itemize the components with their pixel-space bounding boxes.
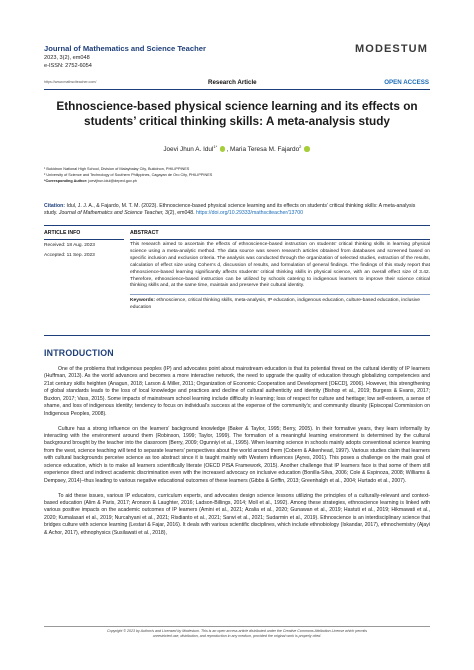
paragraph: Culture has a strong influence on the learners’ background knowledge (Baker & Taylor, 1995; Berry, 2005). In their formative years, they learn informally by interacting with the environment around them (Robinson, 1999; Taylor, 1999). The formation of a meaningful learning environment is determined by the cultural background brought by the teacher into the classroom (Berry, 2009; Ogunniyi et al., 1995). When learning science in schools mainly adopts conventional science learning from the west, science teaching will tend to separate learners’ perspectives about the world around them (Cobern & Aikenhead, 1997). Various studies claim that learners with cultural backgrounds perceive science as too abstract since it is taught mainly with Western influences (Ayres, 2001). This poses a challenge on the main goal of science education, which is to make all learners scientifically literate (OECD PISA Framework, 2015). Another challenge that IP learners face is that some of them still experience direct and indirect academic discrimination even with the increased advocacy on inclusive education (Bonilla-Silva, 2006; Cole & Espinoza, 2008; Williams & Dempsey, 2014)–thus leading to various negative educational outcomes of these learners (Gibbs & Griffin, 2013; Greenhalgh et al., 2004; Hurtado et al., 2007). [44,425,430,484]
journal-title: Journal of Mathematics and Science Teacher [44,44,206,53]
affiliations [44,166,430,185]
copyright-line: unrestricted use, distribution, and reproduction in any medium, provided the original work is properly cited. [152,634,322,638]
author-name: Maria Teresa M. Fajardo [230,146,300,154]
author-list [44,144,430,153]
affiliation: ¹ Bukidnon National High School, Division of Malaybalay City, Bukidnon, PHILIPPINES [44,167,190,171]
publisher-logo: MODESTUM [355,43,428,55]
keywords [130,294,430,312]
author-affiliation-mark: 1* [213,144,218,149]
volume-line: 2023, 3(2), em048 [44,55,90,61]
article-info-column [44,226,124,335]
copyright-footer [44,629,430,639]
article-dates [44,240,124,261]
corresponding-label: *Corresponding Author: [44,179,88,184]
open-access-badge: OPEN ACCESS [384,79,429,86]
header-divider [44,89,430,90]
orcid-icon[interactable] [304,146,310,152]
citation-volume: 3(2), em048. [165,210,195,217]
footer-divider [44,626,430,627]
author-name: Joevi Jhun A. Idul [163,146,214,154]
author-separator: , [226,146,229,154]
body-text [44,366,430,545]
keywords-label: Keywords: [130,298,156,304]
corresponding-email[interactable]: joevijhun.idul@deped.gov.ph [88,179,137,184]
citation-text: Idul, J. J. A., & Fajardo, M. T. M. (2023). Ethnoscience-based physical science learning and its effects on students’ critical thinking skills: A meta-analysis study. [44,203,416,217]
doi-link[interactable]: https://doi.org/10.29333/mathsciteacher/13700 [196,210,304,217]
received-date: Received: 18 Aug. 2023 [44,243,95,248]
abstract-column [130,226,430,335]
paragraph: To aid these issues, various IP educators, curriculum experts, and advocates design science lessons utilizing the principles of a culturally-relevant and context-based education (Alim & Paris, 2017; Aronson & Laughter, 2016; Ladson-Billings, 2014; Moll et al., 1992). Among these strategies, ethnoscience learning is linked with various positive impacts on the academic outcomes of IP learners (Amini et al., 2021; Azalia et al., 2020; Gunawan et al., 2019; Hastuti et al., 2019; Hikmawati et al., 2020; Kumalasari et al., 2019; Nurcahyani et al., 2021; Risdianto et al., 2021; Sarwi et al., 2021; Sudarmin et al., 2019). Ethnoscience is an interdisciplinary science that bridges culture with science learning (Lestari & Fajar, 2016). It deals with various scientific disciplines, which include ethnobiology (Iskandar, 2017), ethnochemistry (Ajayi & Achor, 2017), ethnophysics (Susilawati et al., 2018), [44,492,430,536]
journal-url-link[interactable]: https://www.mathsciteacher.com/ [44,80,97,84]
author-affiliation-mark: 2 [299,144,302,149]
corresponding-author [44,178,430,184]
citation-block [44,203,430,218]
paragraph: One of the problems that indigenous peoples (IP) and advocates point about mainstream education is that its potential threat on the cultural identity of IP learners (Huffman, 2013). As the world advances and becomes a more interactive network, the need to upgrade the quality of education through globalizing competencies and 21st century skills heighten (Anagun, 2018; Larson & Miller, 2011; Organization of Economic Cooperation and Development [OECD], 2006). However, this strengthening of global standards leads to the loss of local knowledge and practices and decline of cultural authenticity and identity (Bishop et al., 2019; Burgess & Evans, 2017; Buxton, 2017; Vass, 2015). Some impacts of mainstream school learning include difficulty in learning; loss of respect for culture and heritage; low self-esteem, a sense of shame, and loss of indigenous identity; tendency to focus on individual’s success at the expense of the community’s; and community disunity (Episcopal Commission on Indigenous Peoples, 2008). [44,366,430,417]
orcid-icon[interactable] [220,146,229,154]
journal-meta [44,55,92,70]
abstract-text: This research aimed to ascertain the effects of ethnoscience-based instruction on students’ critical thinking skills in learning physical science using a meta-analytic method. The data source was seven research articles obtained from databases and screened based on specific inclusion and exclusion criteria. The analysis was conducted through the organization of selected studies, extraction of the results, calculation of effect size using Cohen’s d, discussion of results, and formulation of general findings. The findings of this study report that ethnoscience-based learning significantly affects students’ critical thinking skills in physical science, with an overall effect size of 3.42. Therefore, ethnoscience-based instruction can be utilized by schools catering to indigenous learners to improve their science critical thinking skills and, at the same time, maintain and preserve their cultural identity. [130,242,430,289]
article-info-heading: ARTICLE INFO [44,226,124,240]
affiliation: ² University of Science and Technology of Southern Philippines, Cagayan de Oro City, PHILIPPINES [44,173,213,178]
abstract-heading: ABSTRACT [130,226,430,240]
article-type: Research Article [208,79,257,86]
article-info-box [44,225,430,336]
accepted-date: Accepted: 11 Sep. 2023 [44,253,95,258]
keywords-list: ethnoscience, critical thinking skills, meta-analysis, IP education, indigenous education, culture-based education, inclusive education [130,298,420,311]
copyright-line: Copyright © 2023 by Author/s and Licensed by Modestum. This is an open access article distributed under the Creative Commons Attribution License which permits [106,629,368,633]
issn-line: e-ISSN: 2752-6054 [44,62,92,69]
section-heading: INTRODUCTION [44,348,114,358]
paper-title: Ethnoscience-based physical science learning and its effects on students’ critical thinking skills: A meta-analysis study [56,99,418,128]
citation-label: Citation: [44,203,66,209]
citation-journal: Journal of Mathematics and Science Teacher, [58,210,164,217]
